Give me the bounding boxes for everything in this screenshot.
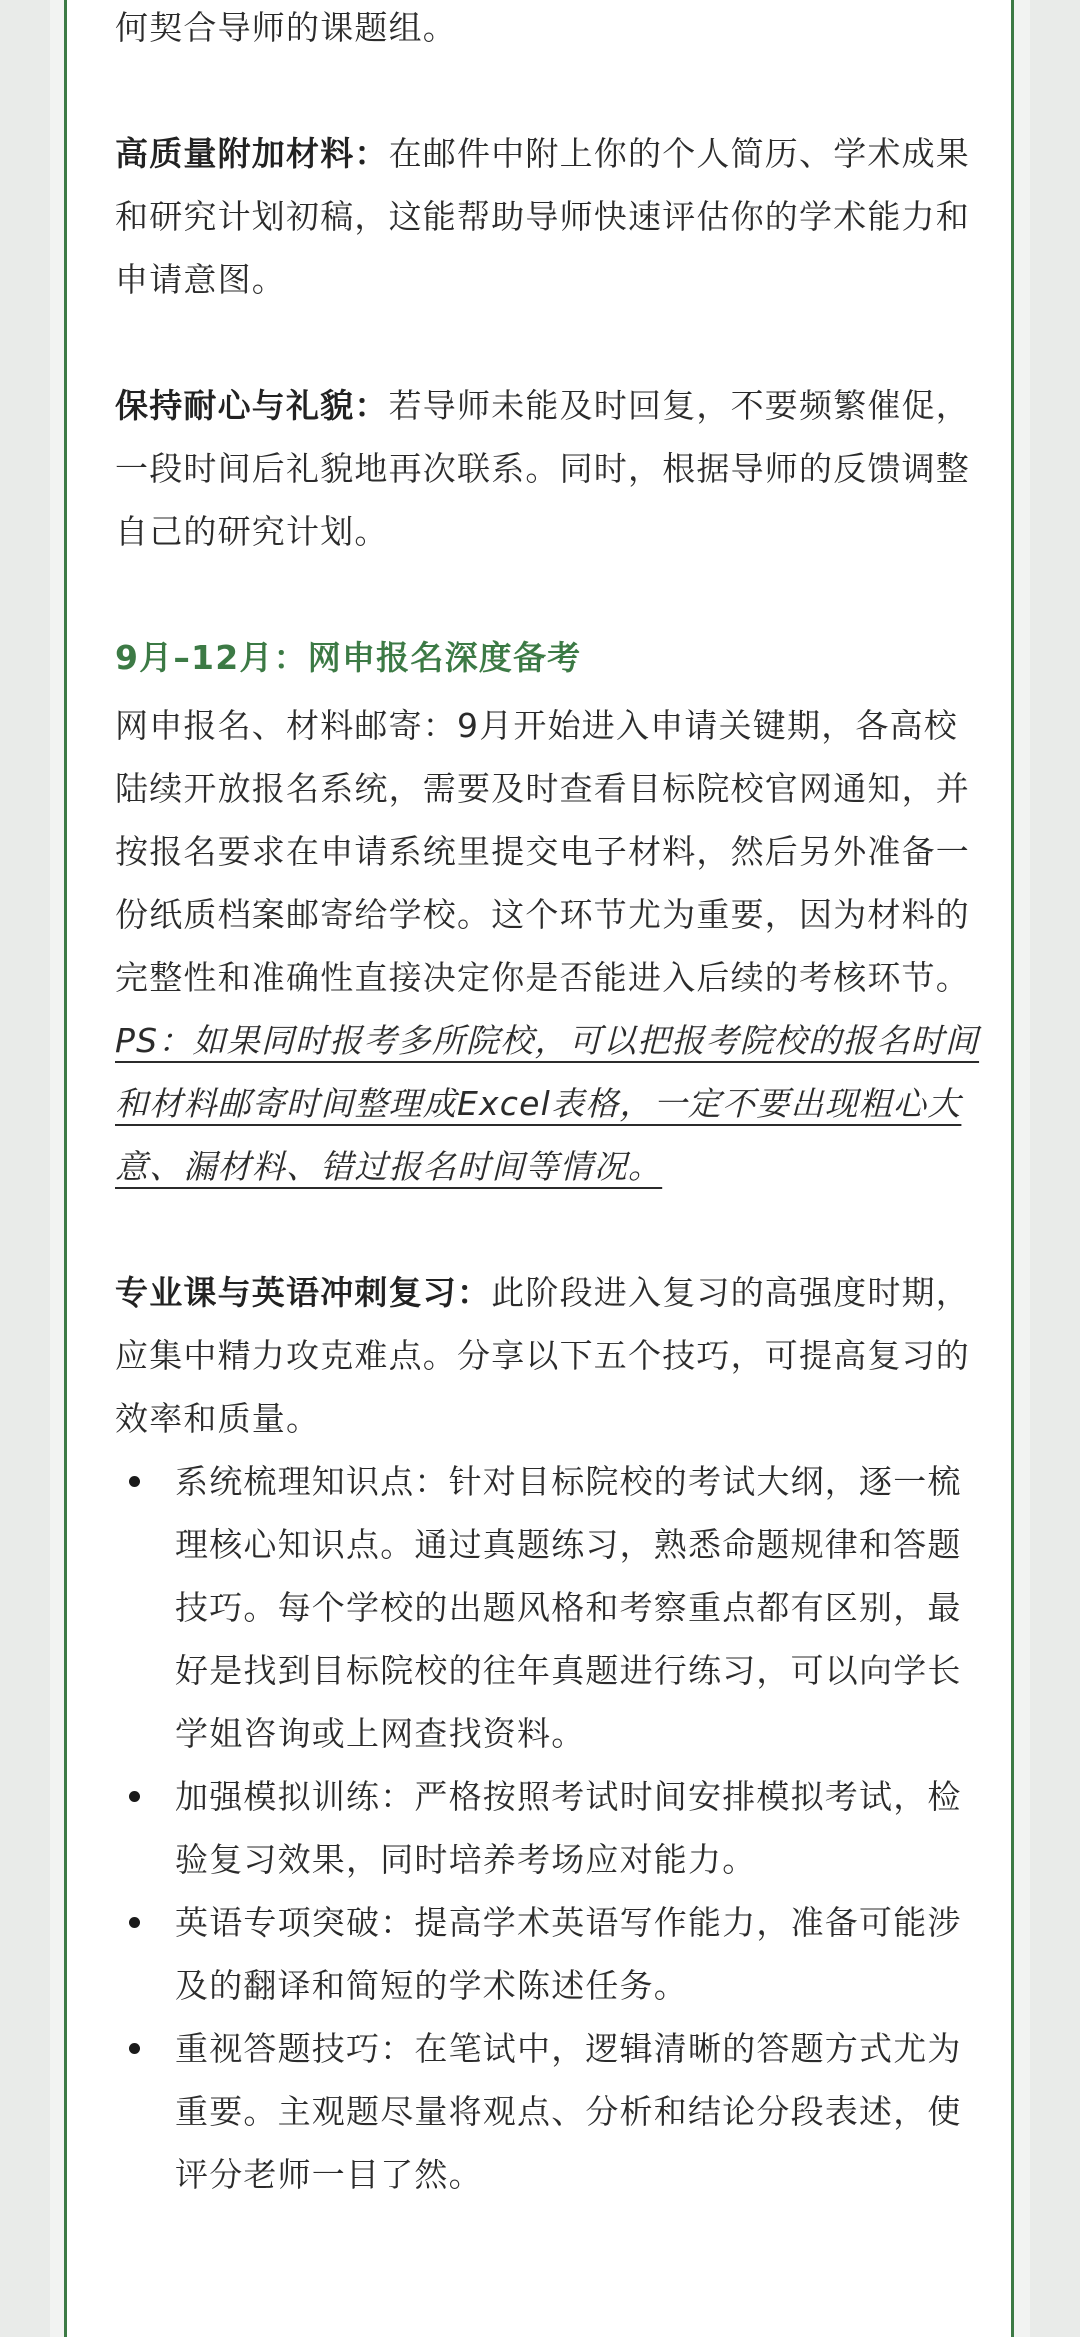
- list-item: [115, 1891, 990, 2017]
- list-item: [115, 1765, 990, 1891]
- review-text: 此阶段进入复习的高强度时期，应集中精力攻克难点。分享以下五个技巧，可提高复习的效率和质量。: [115, 1273, 971, 1438]
- review-title: 专业课与英语冲刺复习：: [115, 1273, 492, 1312]
- tip-attachments: [115, 122, 990, 311]
- registration-paragraph: 网申报名、材料邮寄：9月开始进入申请关键期，各高校陆续开放报名系统，需要及时查看目标院校官网通知，并按报名要求在申请系统里提交电子材料，然后另外准备一份纸质档案邮寄给学校。这个环节尤为重要，因为材料的完整性和准确性直接决定你是否能进入后续的考核环节。: [115, 706, 970, 997]
- section-heading: 9月–12月：网申报名深度备考: [115, 638, 582, 677]
- right-margin-strip: [1030, 0, 1080, 2337]
- tip-attachments-text: 在邮件中附上你的个人简历、学术成果和研究计划初稿，这能帮助导师快速评估你的学术能力和申请意图。: [115, 134, 971, 299]
- list-item: [115, 2017, 990, 2206]
- article-card: [64, 0, 1014, 2337]
- ps-note: PS：如果同时报考多所院校，可以把报考院校的报名时间和材料邮寄时间整理成Excel表格，一定不要出现粗心大意、漏材料、错过报名时间等情况。: [115, 1021, 980, 1186]
- review-paragraph: [115, 1261, 990, 1450]
- bullet-icon: [129, 2043, 140, 2054]
- intro-tail-text: 何契合导师的课题组。: [115, 8, 457, 47]
- tip-patience: [115, 374, 990, 563]
- article-content[interactable]: [115, 0, 990, 2206]
- left-margin-strip: [0, 0, 50, 2337]
- bullet-icon: [129, 1476, 140, 1487]
- list-item-text: 重视答题技巧：在笔试中，逻辑清晰的答题方式尤为重要。主观题尽量将观点、分析和结论分段表述，使评分老师一目了然。: [175, 2029, 962, 2194]
- list-item-text: 系统梳理知识点：针对目标院校的考试大纲，逐一梳理核心知识点。通过真题练习，熟悉命题规律和答题技巧。每个学校的出题风格和考察重点都有区别，最好是找到目标院校的往年真题进行练习，可以向学长学姐咨询或上网查找资料。: [175, 1462, 962, 1753]
- list-item: [115, 1450, 990, 1765]
- list-item-text: 英语专项突破：提高学术英语写作能力，准备可能涉及的翻译和简短的学术陈述任务。: [175, 1903, 962, 2005]
- tip-patience-text: 若导师未能及时回复，不要频繁催促，一段时间后礼貌地再次联系。同时，根据导师的反馈调整自己的研究计划。: [115, 386, 971, 551]
- bullet-icon: [129, 1791, 140, 1802]
- tips-list: [115, 1450, 990, 2206]
- tip-attachments-title: 高质量附加材料：: [115, 134, 389, 173]
- tip-patience-title: 保持耐心与礼貌：: [115, 386, 389, 425]
- list-item-text: 加强模拟训练：严格按照考试时间安排模拟考试，检验复习效果，同时培养考场应对能力。: [175, 1777, 962, 1879]
- bullet-icon: [129, 1917, 140, 1928]
